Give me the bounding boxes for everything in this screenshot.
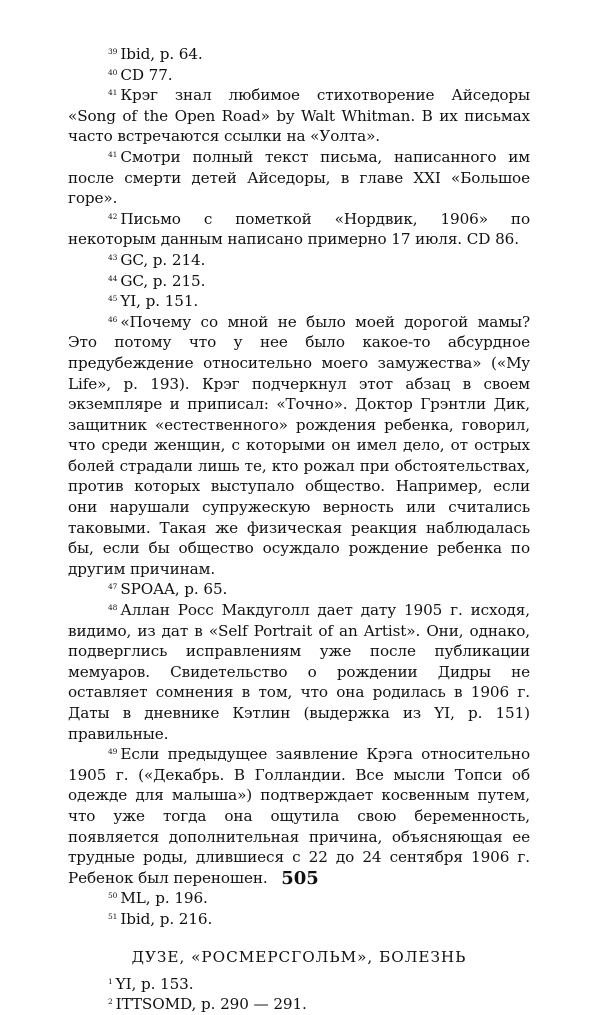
footnote-text: CD 77. (120, 65, 173, 84)
footnote (68, 909, 530, 930)
footnote (68, 600, 530, 744)
footnote-number: 49 (108, 747, 118, 757)
footnote-text: Крэг знал любимое стихотворение Айседоры «Song of the Open Road» by Walt Whitman. В их письмах часто встречаются ссылки на «Уолта». (68, 86, 530, 146)
footnote (68, 888, 530, 909)
footnote-text: GC, p. 214. (120, 250, 206, 269)
footnote-text: Письмо с пометкой «Нордвик, 1906» по некоторым данным написано примерно 17 июля. CD 86. (68, 209, 530, 249)
section-title: ДУЗЕ, «РОСМЕРСГОЛЬМ», БОЛЕЗНЬ (131, 947, 467, 966)
footnote-number: 41 (108, 88, 118, 98)
footnote-text: GC, p. 215. (120, 271, 206, 290)
footnote-number: 39 (108, 47, 118, 56)
footnote-number: 42 (108, 211, 118, 221)
footnote-number: 1 (108, 976, 113, 986)
footnote (68, 312, 530, 580)
footnote-number: 48 (108, 603, 118, 613)
footnote-number: 41 (108, 149, 118, 159)
footnote-number: 44 (108, 273, 118, 283)
footnote (68, 291, 530, 312)
footnote-number: 51 (108, 911, 118, 921)
endnotes-list (68, 44, 530, 930)
footnote (68, 974, 530, 995)
footnote-text: Ibid, p. 64. (120, 45, 203, 63)
footnote-number: 50 (108, 891, 118, 901)
footnote-number: 47 (108, 582, 118, 592)
footnote-text: ITTSOMD, p. 290 — 291. (115, 995, 307, 1014)
footnote (68, 744, 530, 888)
footnote (68, 44, 530, 65)
page-number: 505 (281, 868, 319, 889)
footnote-number: 43 (108, 252, 118, 262)
footnote-text: Если предыдущее заявление Крэга относительно 1905 г. («Декабрь. В Голландии. Все мысли Топси об одежде для малыша») подтверждает косвенным путем, что уже тогда она ощутила свою беременность, появляется дополнительная причина, объясняющая ее трудные роды, длившиеся с 22 до 24 сентября 1906 г. Ребенок был переношен. (68, 745, 530, 887)
footnote-text: SPOAA, p. 65. (120, 580, 228, 599)
section-endnotes-list (68, 974, 530, 1015)
footnote-text: YI, p. 151. (120, 292, 199, 311)
footnote-text: Ibid, p. 216. (120, 909, 213, 928)
footnote-number: 2 (108, 997, 113, 1007)
footnote (68, 147, 530, 209)
footnote (68, 271, 530, 292)
footnote (68, 994, 530, 1015)
footnote-text: Аллан Росс Макдуголл дает дату 1905 г. исходя, видимо, из дат в «Self Portrait of an Artist». Они, однако, подверглись исправлениям уже после публикации мемуаров. Свидетельство о рождении Дидры не оставляет сомнения в том, что она родилась в 1906 г. Даты в дневнике Кэтлин (выдержка из YI, p. 151) правильные. (68, 601, 530, 743)
footnote-text: Смотри полный текст письма, написанного им после смерти детей Айседоры, в главе XXI «Большое горе». (68, 147, 530, 208)
footnote (68, 579, 530, 600)
footnote (68, 65, 530, 86)
footnote-number: 40 (108, 67, 118, 77)
footnote-text: YI, p. 153. (115, 974, 194, 993)
footnote (68, 209, 530, 250)
footnote (68, 250, 530, 271)
footnote-text: ML, p. 196. (120, 889, 208, 908)
footnote-number: 46 (108, 314, 118, 324)
footnote (68, 85, 530, 147)
footnote-text: «Почему со мной не было моей дорогой мамы? Это потому что у нее было какое-то абсурдное предубеждение относительно моего замужества» («My Life», p. 193). Крэг подчеркнул этот абзац в своем экземпляре и приписал: «Точно». Доктор Грэнтли Дик, защитник «естественного» рождения ребенка, говорил, что среди женщин, с которыми он имел дело, от острых болей страдали лишь те, кто рожал при обстоятельствах, против которых выступало общество. Например, если они нарушали супружескую верность или считались таковыми. Такая же физическая реакция наблюдалась бы, если бы общество осуждало рождение ребенка по другим причинам. (68, 312, 530, 578)
footnote-number: 45 (108, 294, 118, 304)
